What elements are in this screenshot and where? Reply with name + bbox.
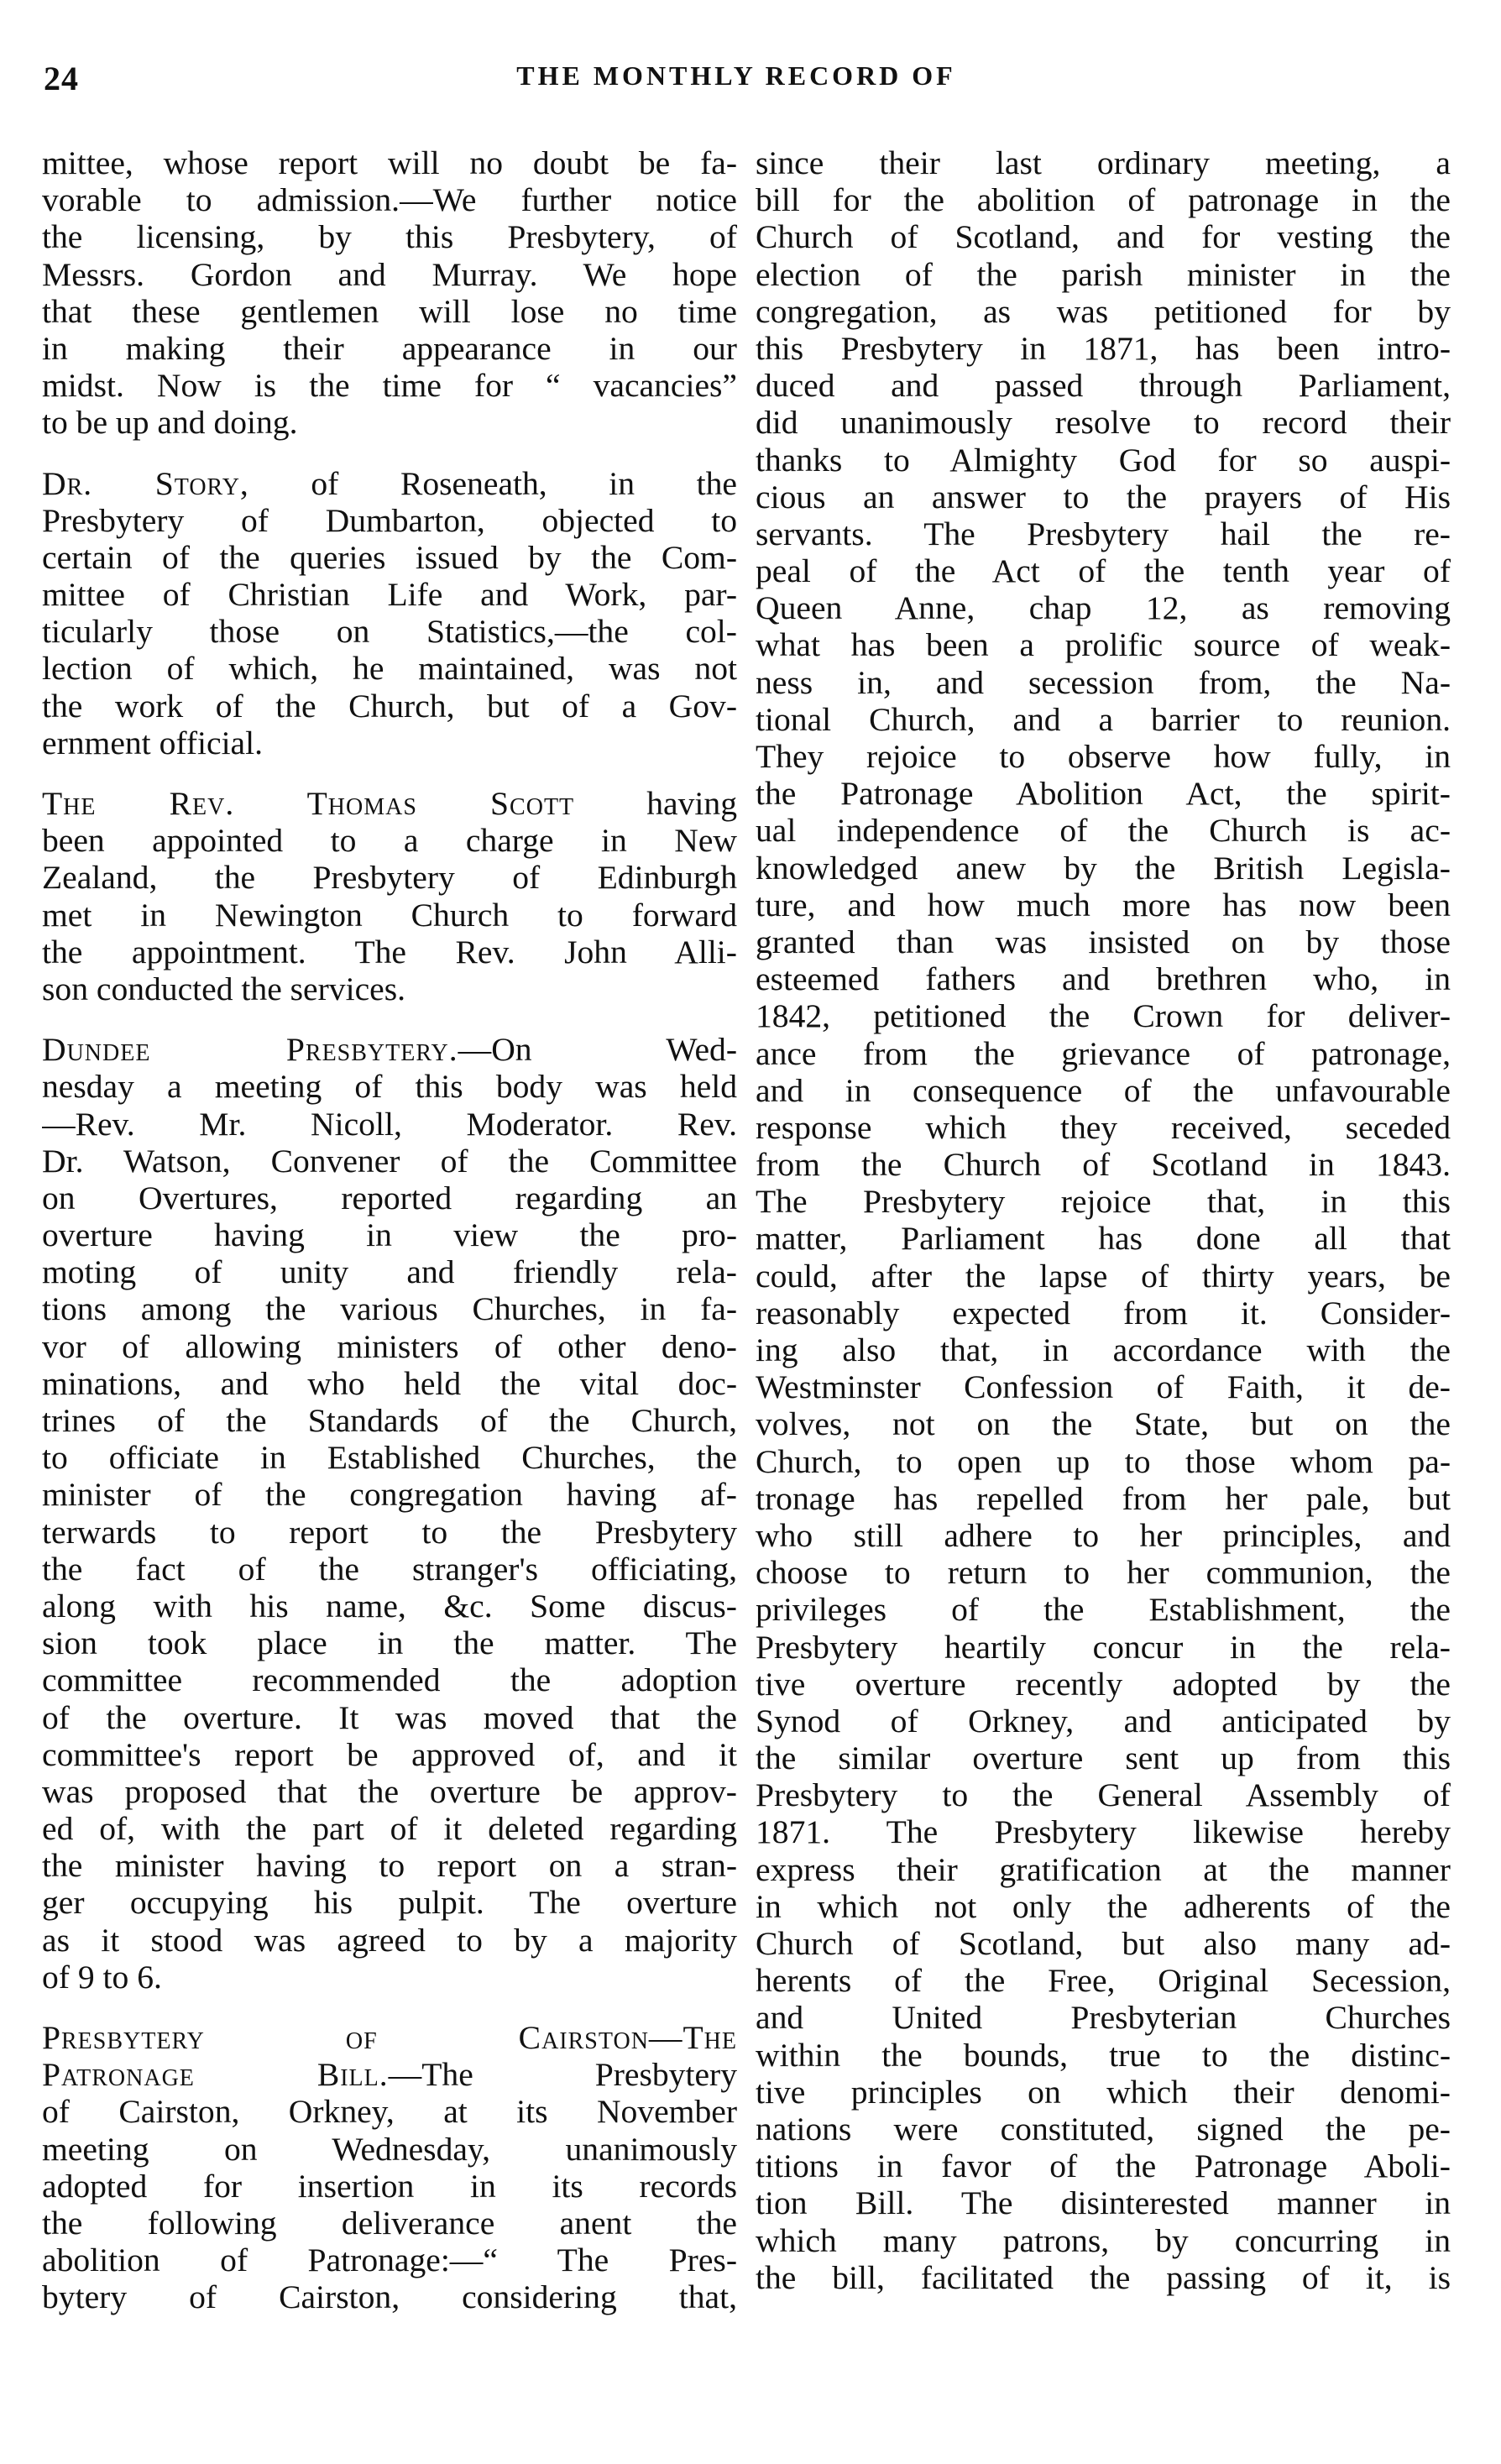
small-caps-heading: Dundee Presbytery. <box>42 1031 458 1069</box>
text-line <box>42 181 737 218</box>
text-line <box>42 576 737 613</box>
line-text: duced and passed through Parliament, <box>756 367 1451 405</box>
text-line <box>756 923 1451 960</box>
line-text: nesday a meeting of this body was held <box>42 1068 737 1106</box>
page-number: 24 <box>44 60 79 97</box>
text-line <box>42 1439 737 1476</box>
line-text: the Patronage Abolition Act, the spirit- <box>756 775 1451 813</box>
text-line <box>756 367 1451 404</box>
line-text: of Cairston, Orkney, at its November <box>42 2093 737 2131</box>
line-text: Zealand, the Presbytery of Edinburgh <box>42 859 737 897</box>
text-line <box>756 2184 1451 2221</box>
text-line <box>756 1109 1451 1146</box>
line-text: along with his name, &c. Some discus- <box>42 1587 737 1624</box>
line-text: ger occupying his pulpit. The overture <box>42 1884 737 1922</box>
line-text: ed of, with the part of it deleted regarding <box>42 1810 737 1848</box>
text-line <box>756 997 1451 1034</box>
text-line <box>42 1514 737 1551</box>
line-text: Queen Anne, chap 12, as removing <box>756 589 1451 627</box>
text-line <box>42 1068 737 1105</box>
text-line <box>42 1402 737 1439</box>
line-text: mittee of Christian Life and Work, par- <box>42 576 737 614</box>
right-column <box>756 144 1451 2296</box>
line-text: did unanimously resolve to record their <box>756 404 1451 442</box>
text-line <box>756 626 1451 663</box>
text-line <box>42 2242 737 2278</box>
text-line <box>42 822 737 859</box>
text-line <box>42 465 737 502</box>
line-text: servants. The Presbytery hail the re- <box>756 515 1451 552</box>
text-line <box>42 1810 737 1847</box>
line-text: privileges of the Establishment, the <box>756 1591 1451 1629</box>
text-line <box>42 1180 737 1216</box>
line-text: 1842, petitioned the Crown for deliver- <box>756 997 1451 1035</box>
text-line <box>42 144 737 181</box>
line-text: terwards to report to the Presbytery <box>42 1513 737 1551</box>
line-text: The Presbytery rejoice that, in this <box>756 1183 1451 1221</box>
text-line <box>756 1035 1451 1072</box>
text-line <box>42 1922 737 1959</box>
paragraph-gap <box>42 1007 737 1031</box>
text-line <box>42 785 737 822</box>
text-line <box>756 552 1451 589</box>
text-line <box>756 293 1451 330</box>
line-text: vor of allowing ministers of other deno- <box>42 1327 737 1365</box>
line-text: in making their appearance in our <box>42 329 737 367</box>
line-text: committee recommended the adoption <box>42 1661 737 1699</box>
text-line <box>42 1847 737 1884</box>
line-text: lection of which, he maintained, was not <box>42 650 737 688</box>
line-text: the minister having to report on a stran- <box>42 1847 737 1885</box>
line-text: Synod of Orkney, and anticipated by <box>756 1702 1451 1739</box>
text-line <box>756 1295 1451 1331</box>
line-text: within the bounds, true to the distinc- <box>756 2036 1451 2074</box>
line-text: peal of the Act of the tenth year of <box>756 552 1451 590</box>
text-line <box>756 1776 1451 1813</box>
line-text: abolition of Patronage:—“ The Pres- <box>42 2242 737 2279</box>
text-line <box>756 218 1451 255</box>
text-line <box>756 887 1451 923</box>
text-line <box>756 1999 1451 2036</box>
text-line <box>756 2147 1451 2184</box>
line-text: been appointed to a charge in New <box>42 822 737 860</box>
line-text: having <box>574 785 737 822</box>
line-text: of Roseneath, in the <box>248 464 737 502</box>
text-line <box>42 897 737 934</box>
text-line <box>756 1368 1451 1405</box>
line-text: the bill, facilitated the passing of it, is <box>756 2258 1451 2296</box>
text-line <box>42 1143 737 1180</box>
line-text: ness in, and secession from, the Na- <box>756 663 1451 701</box>
text-line <box>42 256 737 293</box>
text-line <box>756 1331 1451 1368</box>
text-line <box>756 960 1451 997</box>
line-text: tive principles on which their denomi- <box>756 2073 1451 2111</box>
text-line <box>42 970 737 1007</box>
line-text: response which they received, seceded <box>756 1108 1451 1146</box>
text-line <box>756 515 1451 552</box>
text-line <box>756 144 1451 181</box>
line-text: cious an answer to the prayers of His <box>756 478 1451 515</box>
text-line <box>756 1554 1451 1591</box>
small-caps-heading: Patronage Bill. <box>42 2056 389 2094</box>
line-text: reasonably expected from it. Consider- <box>756 1294 1451 1331</box>
line-text: from the Church of Scotland in 1843. <box>756 1146 1451 1184</box>
text-line <box>756 1591 1451 1628</box>
line-text: the similar overture sent up from this <box>756 1739 1451 1777</box>
text-line <box>756 2037 1451 2074</box>
text-line <box>42 1328 737 1365</box>
line-text: They rejoice to observe how fully, in <box>756 738 1451 775</box>
text-line <box>42 2168 737 2205</box>
line-text: in which not only the adherents of the <box>756 1887 1451 1925</box>
small-caps-heading: The Rev. Thomas Scott <box>42 785 575 822</box>
line-text: could, after the lapse of thirty years, be <box>756 1257 1451 1295</box>
text-line <box>756 1146 1451 1183</box>
line-text: moting of unity and friendly rela- <box>42 1253 737 1291</box>
line-text: 1871. The Presbytery likewise hereby <box>756 1813 1451 1851</box>
line-text: the appointment. The Rev. John Alli- <box>42 933 737 970</box>
line-text: vorable to admission.—We further notice <box>42 181 737 219</box>
line-text: that these gentlemen will lose no time <box>42 292 737 330</box>
left-column <box>42 144 737 2316</box>
line-text: matter, Parliament has done all that <box>756 1220 1451 1258</box>
text-line <box>756 1962 1451 1999</box>
text-line <box>42 330 737 367</box>
line-text: overture having in view the pro- <box>42 1216 737 1254</box>
line-text: mittee, whose report will no doubt be fa- <box>42 144 737 181</box>
text-line <box>42 404 737 441</box>
line-text: the following deliverance anent the <box>42 2204 737 2242</box>
line-text: bill for the abolition of patronage in the <box>756 181 1451 219</box>
text-line <box>42 2056 737 2093</box>
small-caps-heading: Presbytery of Cairston—The <box>42 2019 737 2056</box>
text-line <box>756 442 1451 479</box>
text-line <box>756 404 1451 441</box>
text-line <box>42 502 737 539</box>
line-text: choose to return to her communion, the <box>756 1554 1451 1592</box>
text-line <box>756 664 1451 701</box>
line-text: of the overture. It was moved that the <box>42 1698 737 1736</box>
text-line <box>42 613 737 650</box>
line-text: Church of Scotland, but also many ad- <box>756 1925 1451 1962</box>
text-line <box>756 1072 1451 1109</box>
text-line <box>756 1405 1451 1442</box>
line-text: tion Bill. The disinterested manner in <box>756 2184 1451 2222</box>
text-line <box>42 1031 737 1068</box>
line-text: granted than was insisted on by those <box>756 923 1451 960</box>
line-text: Dr. Watson, Convener of the Committee <box>42 1142 737 1180</box>
text-line <box>756 181 1451 218</box>
text-line <box>756 1629 1451 1666</box>
line-text: minations, and who held the vital doc- <box>42 1364 737 1402</box>
text-line <box>756 812 1451 849</box>
text-line <box>756 1517 1451 1554</box>
line-text: esteemed fathers and brethren who, in <box>756 960 1451 998</box>
line-text: was proposed that the overture be approv- <box>42 1772 737 1810</box>
line-text: tions among the various Churches, in fa- <box>42 1290 737 1328</box>
text-line <box>756 330 1451 367</box>
text-line <box>756 738 1451 775</box>
paragraph-gap <box>42 442 737 465</box>
line-text: express their gratification at the manner <box>756 1850 1451 1888</box>
line-text: of 9 to 6. <box>42 1958 162 1996</box>
line-text: to be up and doing. <box>42 404 298 442</box>
text-line <box>42 367 737 404</box>
text-line <box>756 2222 1451 2259</box>
line-text: knowledged anew by the British Legisla- <box>756 849 1451 887</box>
line-text: ture, and how much more has now been <box>756 886 1451 923</box>
text-line <box>756 256 1451 293</box>
text-line <box>42 1551 737 1588</box>
text-line <box>42 2019 737 2056</box>
line-text: son conducted the services. <box>42 970 406 1007</box>
line-text: Presbytery of Dumbarton, objected to <box>42 501 737 539</box>
line-text: thanks to Almighty God for so auspi- <box>756 441 1451 479</box>
line-text: met in Newington Church to forward <box>42 896 737 934</box>
line-text: bytery of Cairston, considering that, <box>42 2278 737 2316</box>
text-line <box>42 2278 737 2315</box>
line-text: since their last ordinary meeting, a <box>756 144 1451 181</box>
text-line <box>42 1661 737 1698</box>
text-line <box>42 539 737 576</box>
text-line <box>756 1888 1451 1925</box>
line-text: and United Presbyterian Churches <box>756 1999 1451 2037</box>
text-line <box>756 1183 1451 1220</box>
text-line <box>756 1443 1451 1480</box>
line-text: certain of the queries issued by the Com- <box>42 538 737 576</box>
line-text: titions in favor of the Patronage Aboli- <box>756 2147 1451 2185</box>
line-text: congregation, as was petitioned for by <box>756 292 1451 330</box>
line-text: ernment official. <box>42 724 264 761</box>
text-line <box>42 218 737 255</box>
line-text: nations were constituted, signed the pe- <box>756 2110 1451 2147</box>
text-line <box>42 650 737 687</box>
line-text: Westminster Confession of Faith, it de- <box>756 1368 1451 1406</box>
text-line <box>42 934 737 970</box>
line-text: this Presbytery in 1871, has been intro- <box>756 329 1451 367</box>
line-text: Presbytery to the General Assembly of <box>756 1776 1451 1814</box>
text-line <box>756 1258 1451 1295</box>
line-text: —On Wed- <box>458 1031 737 1069</box>
line-text: sion took place in the matter. The <box>42 1624 737 1662</box>
text-line <box>42 859 737 896</box>
text-line <box>756 1851 1451 1888</box>
text-line <box>756 1220 1451 1257</box>
text-line <box>42 688 737 725</box>
text-line <box>756 2111 1451 2147</box>
text-line <box>756 1666 1451 1703</box>
text-line <box>756 1480 1451 1517</box>
text-line <box>42 1476 737 1513</box>
text-line <box>756 701 1451 738</box>
text-line <box>42 2205 737 2242</box>
paragraph-gap <box>42 1996 737 2019</box>
line-text: committee's report be approved of, and it <box>42 1735 737 1773</box>
line-text: on Overtures, reported regarding an <box>42 1179 737 1216</box>
line-text: who still adhere to her principles, and <box>756 1516 1451 1554</box>
line-text: ticularly those on Statistics,—the col- <box>42 613 737 651</box>
line-text: the work of the Church, but of a Gov- <box>42 687 737 725</box>
text-line <box>42 1699 737 1736</box>
line-text: election of the parish minister in the <box>756 255 1451 293</box>
text-line <box>42 293 737 330</box>
line-text: tional Church, and a barrier to reunion. <box>756 700 1451 738</box>
text-line <box>42 1365 737 1402</box>
running-head: THE MONTHLY RECORD OF <box>516 60 956 91</box>
text-line <box>756 850 1451 887</box>
text-line <box>756 1739 1451 1776</box>
line-text: ance from the grievance of patronage, <box>756 1034 1451 1072</box>
text-line <box>42 1588 737 1624</box>
line-text: to officiate in Established Churches, the <box>42 1439 737 1477</box>
line-text: Messrs. Gordon and Murray. We hope <box>42 255 737 293</box>
line-text: herents of the Free, Original Secession, <box>756 1962 1451 2000</box>
text-line <box>42 1216 737 1253</box>
text-line <box>756 1925 1451 1962</box>
line-text: —The Presbytery <box>388 2056 737 2094</box>
line-text: Church, to open up to those whom pa- <box>756 1442 1451 1480</box>
small-caps-heading: Dr. Story, <box>42 464 249 502</box>
text-line <box>42 2131 737 2168</box>
text-line <box>42 2093 737 2130</box>
line-text: —Rev. Mr. Nicoll, Moderator. Rev. <box>42 1105 737 1143</box>
text-line <box>756 1813 1451 1850</box>
text-line <box>756 589 1451 626</box>
line-text: Church of Scotland, and for vesting the <box>756 218 1451 256</box>
line-text: and in consequence of the unfavourable <box>756 1071 1451 1109</box>
line-text: Presbytery heartily concur in the rela- <box>756 1628 1451 1666</box>
text-line <box>42 1736 737 1773</box>
text-line <box>42 725 737 761</box>
line-text: ing also that, in accordance with the <box>756 1331 1451 1368</box>
text-line <box>42 1106 737 1143</box>
text-line <box>756 775 1451 812</box>
line-text: which many patrons, by concurring in <box>756 2221 1451 2259</box>
line-text: as it stood was agreed to by a majority <box>42 1921 737 1959</box>
line-text: volves, not on the State, but on the <box>756 1405 1451 1443</box>
line-text: the fact of the stranger's officiating, <box>42 1550 737 1588</box>
line-text: tive overture recently adopted by the <box>756 1665 1451 1703</box>
text-line <box>42 1884 737 1921</box>
line-text: ual independence of the Church is ac- <box>756 812 1451 850</box>
paragraph-gap <box>42 761 737 785</box>
line-text: adopted for insertion in its records <box>42 2167 737 2205</box>
text-line <box>42 1253 737 1290</box>
text-line <box>756 2074 1451 2111</box>
line-text: the licensing, by this Presbytery, of <box>42 218 737 256</box>
line-text: midst. Now is the time for “ vacancies” <box>42 367 737 405</box>
line-text: meeting on Wednesday, unanimously <box>42 2130 737 2168</box>
text-line <box>756 2259 1451 2296</box>
page-header <box>44 59 1429 109</box>
text-line <box>756 1703 1451 1739</box>
line-text: tronage has repelled from her pale, but <box>756 1479 1451 1517</box>
line-text: what has been a prolific source of weak- <box>756 626 1451 664</box>
text-line <box>42 1773 737 1810</box>
text-line <box>42 1290 737 1327</box>
line-text: trines of the Standards of the Church, <box>42 1402 737 1439</box>
text-line <box>42 1624 737 1661</box>
line-text: minister of the congregation having af- <box>42 1476 737 1514</box>
text-line <box>756 479 1451 515</box>
text-line <box>42 1959 737 1996</box>
